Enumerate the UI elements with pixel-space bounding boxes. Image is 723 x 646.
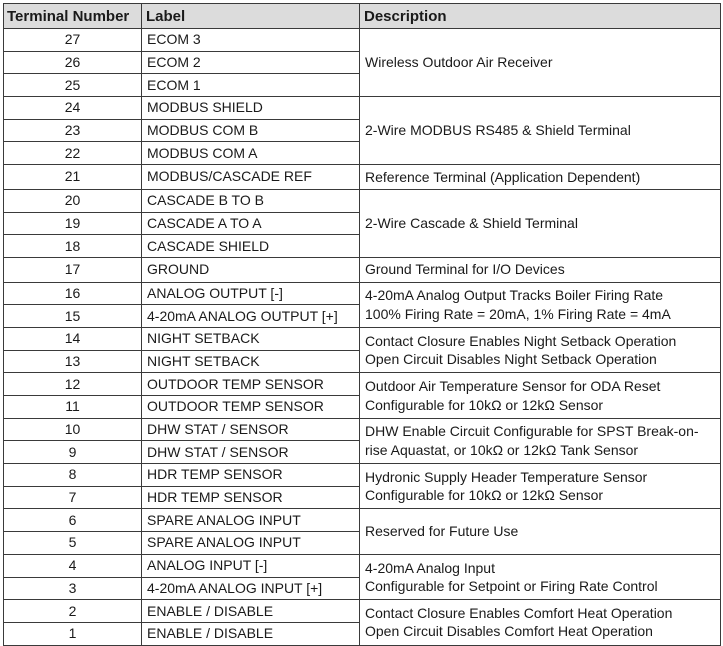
label-cell: CASCADE B TO B (142, 189, 360, 212)
description-cell (360, 257, 721, 282)
label-cell: 4-20mA ANALOG INPUT [+] (142, 577, 360, 600)
description-line: Reserved for Future Use (365, 523, 519, 540)
description-cell (360, 373, 721, 418)
label-cell: SPARE ANALOG INPUT (142, 509, 360, 532)
terminal-number-cell: 8 (4, 464, 142, 487)
terminal-number-cell: 17 (4, 257, 142, 282)
terminal-number-cell: 9 (4, 441, 142, 464)
terminal-number-cell: 13 (4, 350, 142, 373)
label-cell: NIGHT SETBACK (142, 350, 360, 373)
terminal-number-cell: 24 (4, 97, 142, 120)
terminal-number-cell: 21 (4, 165, 142, 190)
label-cell: ENABLE / DISABLE (142, 600, 360, 623)
label-cell: MODBUS COM A (142, 142, 360, 165)
terminal-number-cell: 25 (4, 74, 142, 97)
header-description: Description (360, 4, 721, 29)
description-line: 100% Firing Rate = 20mA, 1% Firing Rate = 4mA (365, 305, 671, 322)
terminal-number-cell: 16 (4, 282, 142, 305)
label-cell: DHW STAT / SENSOR (142, 418, 360, 441)
label-cell: HDR TEMP SENSOR (142, 464, 360, 487)
description-line: Contact Closure Enables Comfort Heat Operation (365, 604, 673, 621)
table-row (4, 327, 721, 350)
label-cell: DHW STAT / SENSOR (142, 441, 360, 464)
table-row (4, 165, 721, 190)
description-line: Hydronic Supply Header Temperature Sensor (365, 468, 648, 485)
terminal-number-cell: 3 (4, 577, 142, 600)
description-cell (360, 282, 721, 327)
table-row (4, 97, 721, 120)
label-cell: ANALOG INPUT [-] (142, 554, 360, 577)
description-cell (360, 165, 721, 190)
header-terminal-number: Terminal Number (4, 4, 142, 29)
description-line: Reference Terminal (Application Dependent) (365, 168, 641, 185)
description-cell (360, 464, 721, 509)
table-row (4, 509, 721, 532)
table-row (4, 554, 721, 577)
terminal-number-cell: 2 (4, 600, 142, 623)
description-line: 4-20mA Analog Input (365, 559, 495, 576)
label-cell: ECOM 3 (142, 29, 360, 52)
terminal-number-cell: 27 (4, 29, 142, 52)
description-line: Configurable for 10kΩ or 12kΩ Sensor (365, 487, 604, 504)
description-line: Ground Terminal for I/O Devices (365, 261, 565, 278)
table-header (4, 4, 721, 29)
description-cell (360, 418, 721, 463)
terminal-number-cell: 15 (4, 305, 142, 328)
table-row (4, 282, 721, 305)
label-cell: ENABLE / DISABLE (142, 622, 360, 645)
header-row (4, 4, 721, 29)
header-label: Label (142, 4, 360, 29)
label-cell: CASCADE SHIELD (142, 235, 360, 258)
description-line: Open Circuit Disables Night Setback Operation (365, 351, 657, 368)
label-cell: ECOM 1 (142, 74, 360, 97)
description-line: Configurable for 10kΩ or 12kΩ Sensor (365, 396, 604, 413)
description-line: 2-Wire MODBUS RS485 & Shield Terminal (365, 122, 631, 139)
description-line: Open Circuit Disables Comfort Heat Operation (365, 623, 653, 640)
description-cell (360, 554, 721, 599)
table-row (4, 600, 721, 623)
label-cell: OUTDOOR TEMP SENSOR (142, 396, 360, 419)
terminal-number-cell: 18 (4, 235, 142, 258)
terminal-number-cell: 11 (4, 396, 142, 419)
terminal-number-cell: 6 (4, 509, 142, 532)
description-cell (360, 509, 721, 554)
label-cell: HDR TEMP SENSOR (142, 486, 360, 509)
description-line: Wireless Outdoor Air Receiver (365, 54, 553, 71)
terminal-number-cell: 4 (4, 554, 142, 577)
table-row (4, 189, 721, 212)
terminal-number-cell: 23 (4, 119, 142, 142)
table-row (4, 257, 721, 282)
table-row (4, 464, 721, 487)
terminal-number-cell: 22 (4, 142, 142, 165)
table-body (4, 29, 721, 646)
description-cell (360, 29, 721, 97)
label-cell: SPARE ANALOG INPUT (142, 532, 360, 555)
description-line: rise Aquastat, or 10kΩ or 12kΩ Tank Sensor (365, 441, 639, 458)
label-cell: NIGHT SETBACK (142, 327, 360, 350)
label-cell: ANALOG OUTPUT [-] (142, 282, 360, 305)
terminal-number-cell: 19 (4, 212, 142, 235)
description-line: Contact Closure Enables Night Setback Operation (365, 332, 677, 349)
label-cell: OUTDOOR TEMP SENSOR (142, 373, 360, 396)
description-cell (360, 97, 721, 165)
description-line: Outdoor Air Temperature Sensor for ODA Reset (365, 378, 661, 394)
label-cell: MODBUS COM B (142, 119, 360, 142)
description-cell (360, 189, 721, 257)
terminal-table (3, 3, 721, 646)
description-line: 4-20mA Analog Output Tracks Boiler Firing Rate (365, 287, 664, 304)
terminal-number-cell: 20 (4, 189, 142, 212)
label-cell: GROUND (142, 257, 360, 282)
terminal-number-cell: 26 (4, 51, 142, 74)
description-cell (360, 327, 721, 372)
terminal-number-cell: 12 (4, 373, 142, 396)
label-cell: 4-20mA ANALOG OUTPUT [+] (142, 305, 360, 328)
terminal-number-cell: 14 (4, 327, 142, 350)
description-line: 2-Wire Cascade & Shield Terminal (365, 215, 578, 232)
label-cell: ECOM 2 (142, 51, 360, 74)
table-row (4, 418, 721, 441)
terminal-number-cell: 5 (4, 532, 142, 555)
table-row (4, 373, 721, 396)
description-cell (360, 600, 721, 645)
terminal-number-cell: 7 (4, 486, 142, 509)
table-row (4, 29, 721, 52)
description-line: DHW Enable Circuit Configurable for SPST Break-on- (365, 423, 699, 440)
terminal-number-cell: 10 (4, 418, 142, 441)
description-line: Configurable for Setpoint or Firing Rate Control (365, 578, 658, 594)
terminal-number-cell: 1 (4, 622, 142, 645)
label-cell: MODBUS/CASCADE REF (142, 165, 360, 190)
label-cell: MODBUS SHIELD (142, 97, 360, 120)
label-cell: CASCADE A TO A (142, 212, 360, 235)
